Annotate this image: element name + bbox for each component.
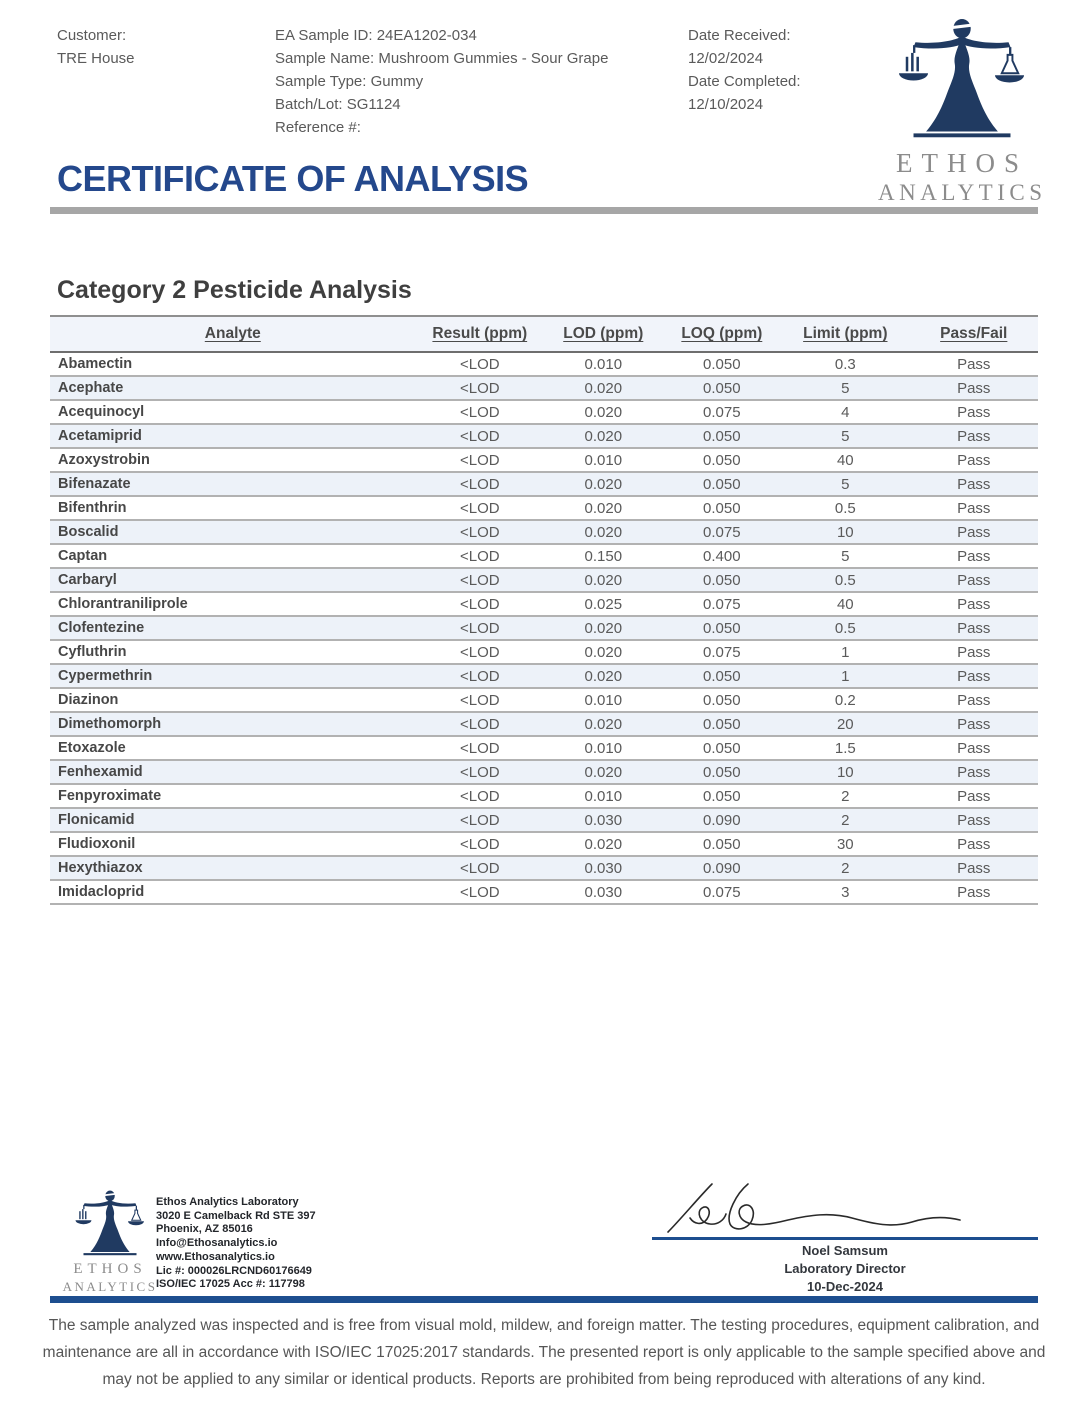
analyte-cell: Acetamiprid xyxy=(58,428,142,444)
lab-address-street: 3020 E Camelback Rd STE 397 xyxy=(156,1209,316,1222)
cell-pass-fail: Pass xyxy=(957,403,991,421)
cell-lod-ppm: 0.020 xyxy=(584,619,623,637)
cell-limit-ppm: 4 xyxy=(841,403,850,421)
table-row xyxy=(50,712,1038,736)
footer-divider xyxy=(50,1296,1038,1303)
ethos-analytics-logo xyxy=(878,18,1046,206)
analyte-cell: Fenpyroximate xyxy=(58,788,162,804)
sample-name: Sample Name: Mushroom Gummies - Sour Grape xyxy=(275,50,609,67)
analyte-cell: Imidacloprid xyxy=(58,884,145,900)
cell-lod-ppm: 0.020 xyxy=(584,403,623,421)
analyte-cell: Acequinocyl xyxy=(58,404,145,420)
cell-lod-ppm: 0.010 xyxy=(584,787,623,805)
cell-loq-ppm: 0.050 xyxy=(703,379,741,397)
cell-loq-ppm: 0.050 xyxy=(703,835,741,853)
analyte-cell: Chlorantraniliprole xyxy=(58,596,188,612)
cell-limit-ppm: 1.5 xyxy=(834,739,856,757)
analyte-cell: Hexythiazox xyxy=(58,860,143,876)
column-header-loq-ppm: LOQ (ppm) xyxy=(681,325,763,342)
cell-limit-ppm: 5 xyxy=(841,427,850,445)
title-divider xyxy=(50,207,1038,214)
cell-pass-fail: Pass xyxy=(957,523,991,541)
cell-limit-ppm: 0.5 xyxy=(834,619,856,637)
cell-loq-ppm: 0.050 xyxy=(703,739,741,757)
table-row xyxy=(50,568,1038,592)
batch-lot: Batch/Lot: SG1124 xyxy=(275,96,401,113)
cell-lod-ppm: 0.030 xyxy=(584,811,623,829)
table-row xyxy=(50,352,1038,376)
table-row xyxy=(50,424,1038,448)
cell-result-ppm: <LOD xyxy=(459,739,500,757)
signature-date: 10-Dec-2024 xyxy=(807,1279,883,1294)
analyte-cell: Dimethomorph xyxy=(58,716,162,732)
reference-number: Reference #: xyxy=(275,119,361,136)
cell-lod-ppm: 0.020 xyxy=(584,499,623,517)
cell-pass-fail: Pass xyxy=(957,619,991,637)
analyte-cell: Cypermethrin xyxy=(58,668,153,684)
cell-result-ppm: <LOD xyxy=(459,475,500,493)
cell-pass-fail: Pass xyxy=(957,787,991,805)
cell-pass-fail: Pass xyxy=(957,427,991,445)
table-row xyxy=(50,832,1038,856)
analyte-cell: Carbaryl xyxy=(58,572,117,588)
analyte-cell: Diazinon xyxy=(58,692,119,708)
signer-block xyxy=(652,1242,1038,1296)
cell-result-ppm: <LOD xyxy=(459,859,500,877)
customer-block xyxy=(57,24,135,70)
sample-info-block xyxy=(275,24,608,139)
table-row xyxy=(50,544,1038,568)
cell-loq-ppm: 0.075 xyxy=(703,595,741,613)
analyte-cell: Azoxystrobin xyxy=(58,452,150,468)
table-row xyxy=(50,616,1038,640)
cell-lod-ppm: 0.010 xyxy=(584,691,623,709)
table-row xyxy=(50,784,1038,808)
pesticide-analysis-table xyxy=(50,315,1038,905)
cell-loq-ppm: 0.050 xyxy=(703,571,741,589)
date-received-label: Date Received: xyxy=(688,27,791,44)
cell-result-ppm: <LOD xyxy=(459,499,500,517)
table-row xyxy=(50,808,1038,832)
cell-result-ppm: <LOD xyxy=(459,787,500,805)
cell-lod-ppm: 0.025 xyxy=(584,595,623,613)
dates-block xyxy=(688,24,801,116)
column-header-lod-ppm: LOD (ppm) xyxy=(563,325,644,342)
lady-justice-scales-icon xyxy=(887,18,1037,146)
cell-result-ppm: <LOD xyxy=(459,571,500,589)
lab-license: Lic #: 000026LRCND60176649 xyxy=(156,1264,312,1277)
lab-address-city: Phoenix, AZ 85016 xyxy=(156,1223,253,1236)
cell-pass-fail: Pass xyxy=(957,667,991,685)
table-row xyxy=(50,688,1038,712)
signature-image xyxy=(660,1178,990,1236)
logo-text-analytics: ANALYTICS xyxy=(62,1279,158,1294)
date-completed-value: 12/10/2024 xyxy=(688,96,764,113)
table-row xyxy=(50,736,1038,760)
analyte-cell: Cyfluthrin xyxy=(58,644,127,660)
cell-loq-ppm: 0.050 xyxy=(703,787,741,805)
cell-loq-ppm: 0.400 xyxy=(703,547,741,565)
cell-lod-ppm: 0.020 xyxy=(584,379,623,397)
cell-result-ppm: <LOD xyxy=(459,835,500,853)
cell-loq-ppm: 0.050 xyxy=(703,427,741,445)
cell-loq-ppm: 0.050 xyxy=(703,499,741,517)
cell-lod-ppm: 0.020 xyxy=(584,667,623,685)
cell-pass-fail: Pass xyxy=(957,475,991,493)
cell-result-ppm: <LOD xyxy=(459,691,500,709)
cell-lod-ppm: 0.030 xyxy=(584,883,623,901)
disclaimer-text: The sample analyzed was inspected and is free from visual mold, mildew, and foreign matter. The testing procedures, equipment calibration, and maintenance are all in accordance with ISO/IEC 17025:2017 standards. The presented report is only applicable to the sample specified above and may not be applied to any similar or identical products. Reports are prohibited from being reproduced with alterations of any kind. xyxy=(42,1317,1046,1388)
cell-lod-ppm: 0.030 xyxy=(584,859,623,877)
cell-lod-ppm: 0.150 xyxy=(584,547,623,565)
cell-limit-ppm: 0.5 xyxy=(834,571,856,589)
table-row xyxy=(50,880,1038,904)
analyte-cell: Bifenazate xyxy=(58,476,131,492)
analyte-cell: Fenhexamid xyxy=(58,764,143,780)
cell-loq-ppm: 0.050 xyxy=(703,667,741,685)
cell-lod-ppm: 0.010 xyxy=(584,355,623,373)
cell-pass-fail: Pass xyxy=(957,835,991,853)
cell-limit-ppm: 5 xyxy=(841,475,850,493)
lab-email: Info@Ethosanalytics.io xyxy=(156,1237,278,1250)
cell-pass-fail: Pass xyxy=(957,883,991,901)
date-received-value: 12/02/2024 xyxy=(688,50,764,67)
cell-lod-ppm: 0.020 xyxy=(584,763,623,781)
table-row xyxy=(50,640,1038,664)
ea-sample-id: EA Sample ID: 24EA1202-034 xyxy=(275,27,477,44)
cell-limit-ppm: 5 xyxy=(841,379,850,397)
cell-limit-ppm: 40 xyxy=(836,595,854,613)
cell-lod-ppm: 0.010 xyxy=(584,739,623,757)
lady-justice-scales-icon xyxy=(71,1190,149,1260)
column-header-result-ppm: Result (ppm) xyxy=(432,325,528,342)
sample-type: Sample Type: Gummy xyxy=(275,73,424,90)
analyte-cell: Acephate xyxy=(58,380,124,396)
section-heading: Category 2 Pesticide Analysis xyxy=(57,276,412,304)
table-row xyxy=(50,496,1038,520)
cell-limit-ppm: 3 xyxy=(841,883,850,901)
cell-limit-ppm: 30 xyxy=(836,835,854,853)
cell-result-ppm: <LOD xyxy=(459,619,500,637)
cell-result-ppm: <LOD xyxy=(459,883,500,901)
cell-loq-ppm: 0.050 xyxy=(703,619,741,637)
cell-pass-fail: Pass xyxy=(957,715,991,733)
lab-name: Ethos Analytics Laboratory xyxy=(156,1196,299,1208)
cell-loq-ppm: 0.050 xyxy=(703,475,741,493)
cell-result-ppm: <LOD xyxy=(459,667,500,685)
analyte-cell: Clofentezine xyxy=(58,620,145,636)
cell-lod-ppm: 0.020 xyxy=(584,715,623,733)
cell-pass-fail: Pass xyxy=(957,379,991,397)
table-row xyxy=(50,760,1038,784)
date-completed-label: Date Completed: xyxy=(688,73,801,90)
table-row xyxy=(50,400,1038,424)
cell-pass-fail: Pass xyxy=(957,355,991,373)
cell-loq-ppm: 0.050 xyxy=(703,763,741,781)
ethos-analytics-logo-small xyxy=(56,1190,164,1295)
cell-lod-ppm: 0.020 xyxy=(584,643,623,661)
analyte-cell: Captan xyxy=(58,548,108,564)
cell-pass-fail: Pass xyxy=(957,763,991,781)
table-row xyxy=(50,448,1038,472)
cell-lod-ppm: 0.020 xyxy=(584,835,623,853)
cell-pass-fail: Pass xyxy=(957,643,991,661)
column-header-limit-ppm: Limit (ppm) xyxy=(803,325,888,342)
logo-text-analytics: ANALYTICS xyxy=(878,180,1047,205)
signer-name: Noel Samsum xyxy=(802,1243,888,1258)
cell-loq-ppm: 0.075 xyxy=(703,643,741,661)
cell-limit-ppm: 2 xyxy=(841,859,850,877)
cell-lod-ppm: 0.020 xyxy=(584,571,623,589)
signature-line xyxy=(652,1237,1038,1240)
logo-text-ethos: ETHOS xyxy=(73,1261,147,1277)
lab-iso-accreditation: ISO/IEC 17025 Acc #: 117798 xyxy=(156,1278,305,1291)
cell-limit-ppm: 2 xyxy=(841,811,850,829)
cell-result-ppm: <LOD xyxy=(459,595,500,613)
column-header-pass-fail: Pass/Fail xyxy=(940,325,1008,342)
table-row xyxy=(50,592,1038,616)
table-row xyxy=(50,472,1038,496)
analyte-cell: Bifenthrin xyxy=(58,500,127,516)
cell-pass-fail: Pass xyxy=(957,739,991,757)
table-header-row xyxy=(50,316,1038,352)
cell-loq-ppm: 0.050 xyxy=(703,691,741,709)
column-header-analyte: Analyte xyxy=(204,325,261,342)
cell-result-ppm: <LOD xyxy=(459,547,500,565)
cell-pass-fail: Pass xyxy=(957,811,991,829)
cell-result-ppm: <LOD xyxy=(459,403,500,421)
analyte-cell: Fludioxonil xyxy=(58,836,136,852)
cell-loq-ppm: 0.090 xyxy=(703,859,741,877)
analyte-cell: Abamectin xyxy=(58,356,133,372)
cell-limit-ppm: 0.3 xyxy=(834,355,856,373)
signer-title: Laboratory Director xyxy=(784,1261,906,1276)
cell-pass-fail: Pass xyxy=(957,571,991,589)
cell-limit-ppm: 10 xyxy=(836,523,854,541)
cell-pass-fail: Pass xyxy=(957,451,991,469)
cell-limit-ppm: 2 xyxy=(841,787,850,805)
cell-result-ppm: <LOD xyxy=(459,811,500,829)
table-row xyxy=(50,520,1038,544)
cell-result-ppm: <LOD xyxy=(459,643,500,661)
analyte-cell: Flonicamid xyxy=(58,812,135,828)
cell-result-ppm: <LOD xyxy=(459,451,500,469)
cell-limit-ppm: 20 xyxy=(836,715,854,733)
cell-loq-ppm: 0.075 xyxy=(703,523,741,541)
table-row xyxy=(50,376,1038,400)
cell-limit-ppm: 5 xyxy=(841,547,850,565)
cell-result-ppm: <LOD xyxy=(459,523,500,541)
cell-limit-ppm: 0.5 xyxy=(834,499,856,517)
lab-info-block xyxy=(156,1196,316,1292)
cell-lod-ppm: 0.020 xyxy=(584,475,623,493)
cell-limit-ppm: 10 xyxy=(836,763,854,781)
cell-pass-fail: Pass xyxy=(957,547,991,565)
pesticide-table-wrap xyxy=(50,315,1038,905)
table-row xyxy=(50,856,1038,880)
cell-loq-ppm: 0.050 xyxy=(703,451,741,469)
cell-result-ppm: <LOD xyxy=(459,763,500,781)
logo-text-ethos: ETHOS xyxy=(896,148,1028,178)
cell-pass-fail: Pass xyxy=(957,499,991,517)
analyte-cell: Boscalid xyxy=(58,524,119,540)
customer-name: TRE House xyxy=(57,50,135,67)
analyte-cell: Etoxazole xyxy=(58,740,126,756)
cell-loq-ppm: 0.050 xyxy=(703,715,741,733)
cell-limit-ppm: 0.2 xyxy=(834,691,856,709)
cell-limit-ppm: 1 xyxy=(841,667,850,685)
cell-limit-ppm: 1 xyxy=(841,643,850,661)
cell-lod-ppm: 0.010 xyxy=(584,451,623,469)
cell-pass-fail: Pass xyxy=(957,859,991,877)
cell-pass-fail: Pass xyxy=(957,691,991,709)
cell-loq-ppm: 0.050 xyxy=(703,355,741,373)
customer-label: Customer: xyxy=(57,27,127,44)
cell-result-ppm: <LOD xyxy=(459,355,500,373)
cell-result-ppm: <LOD xyxy=(459,379,500,397)
table-row xyxy=(50,664,1038,688)
cell-lod-ppm: 0.020 xyxy=(584,523,623,541)
cell-pass-fail: Pass xyxy=(957,595,991,613)
cell-limit-ppm: 40 xyxy=(836,451,854,469)
cell-result-ppm: <LOD xyxy=(459,715,500,733)
cell-loq-ppm: 0.075 xyxy=(703,883,741,901)
lab-website: www.Ethosanalytics.io xyxy=(156,1250,275,1263)
cell-lod-ppm: 0.020 xyxy=(584,427,623,445)
page-title: CERTIFICATE OF ANALYSIS xyxy=(57,158,529,199)
cell-loq-ppm: 0.075 xyxy=(703,403,741,421)
cell-result-ppm: <LOD xyxy=(459,427,500,445)
cell-loq-ppm: 0.090 xyxy=(703,811,741,829)
